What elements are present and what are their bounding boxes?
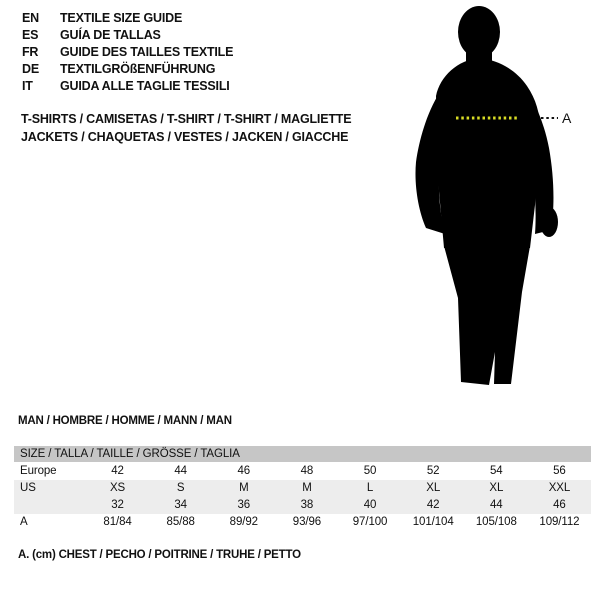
table-cell: 44 (490, 499, 503, 511)
table-cell: 46 (553, 499, 566, 511)
table-row-us (14, 480, 591, 497)
table-cell: 38 (300, 499, 314, 511)
table-cell: M (302, 482, 312, 494)
man-silhouette-figure (400, 0, 580, 400)
legs-shape (444, 246, 530, 385)
language-code: EN (22, 11, 39, 25)
language-row (22, 61, 233, 78)
language-code: ES (22, 28, 39, 42)
table-cell: 56 (553, 465, 566, 477)
row-label: Europe (20, 465, 57, 477)
table-cell: XXL (548, 482, 571, 494)
category-line-jackets: JACKETS / CHAQUETAS / VESTES / JACKEN / GIACCHE (21, 130, 349, 144)
table-cell: 44 (174, 465, 187, 477)
table-cell: 81/84 (103, 516, 132, 528)
language-code: DE (22, 62, 39, 76)
language-row (22, 44, 233, 61)
table-row-us-numeric (14, 497, 591, 514)
table-row-europe (14, 463, 591, 480)
table-cell: XL (426, 482, 441, 494)
table-cell: 54 (490, 465, 503, 477)
table-row-chest-a (14, 514, 591, 531)
table-cell: 85/88 (166, 516, 195, 528)
table-cell: 42 (426, 499, 440, 511)
category-line-tshirts: T-SHIRTS / CAMISETAS / T-SHIRT / T-SHIRT / MAGLIETTE (21, 112, 352, 126)
category-lines (21, 110, 351, 146)
language-code: IT (22, 79, 33, 93)
language-row (22, 27, 233, 44)
language-code: FR (22, 45, 39, 59)
man-silhouette (415, 6, 558, 385)
language-label: TEXTILE SIZE GUIDE (60, 11, 183, 25)
table-cell: 50 (363, 465, 377, 477)
section-title-man: MAN / HOMBRE / HOMME / MANN / MAN (18, 415, 232, 427)
table-cell: 32 (111, 499, 124, 511)
language-label: TEXTILGRÖßENFÜHRUNG (60, 62, 216, 76)
table-cell: 42 (111, 465, 124, 477)
table-cell: 93/96 (292, 516, 322, 528)
language-label: GUIDA ALLE TAGLIE TESSILI (60, 79, 230, 93)
table-cell: 105/108 (475, 516, 517, 528)
table-cell: 48 (300, 465, 314, 477)
row-label: US (20, 482, 36, 494)
table-cell: L (366, 482, 374, 494)
table-cell: 36 (237, 499, 251, 511)
size-table (14, 446, 591, 531)
table-cell: 89/92 (229, 516, 258, 528)
size-table-header: SIZE / TALLA / TAILLE / GRÖSSE / TAGLIA (14, 446, 591, 462)
language-row (22, 10, 233, 27)
table-cell: 97/100 (352, 516, 388, 528)
measure-label-a: A (562, 110, 572, 126)
language-list (22, 10, 233, 95)
table-cell: XL (489, 482, 504, 494)
table-cell: 52 (426, 465, 440, 477)
table-cell: 40 (363, 499, 377, 511)
language-label: GUIDE DES TAILLES TEXTILE (60, 45, 234, 59)
table-cell: 34 (174, 499, 187, 511)
table-cell: 109/112 (539, 516, 580, 528)
table-cell: M (239, 482, 249, 494)
table-cell: 101/104 (412, 516, 454, 528)
table-cell: 46 (237, 465, 251, 477)
language-row (22, 78, 233, 95)
row-label: A (20, 516, 28, 528)
language-label: GUÍA DE TALLAS (60, 28, 161, 42)
measurement-footnote: A. (cm) CHEST / PECHO / POITRINE / TRUHE / PETTO (18, 549, 301, 561)
table-cell: XS (109, 482, 126, 494)
right-hand-shape (540, 207, 558, 237)
table-cell: S (176, 482, 185, 494)
